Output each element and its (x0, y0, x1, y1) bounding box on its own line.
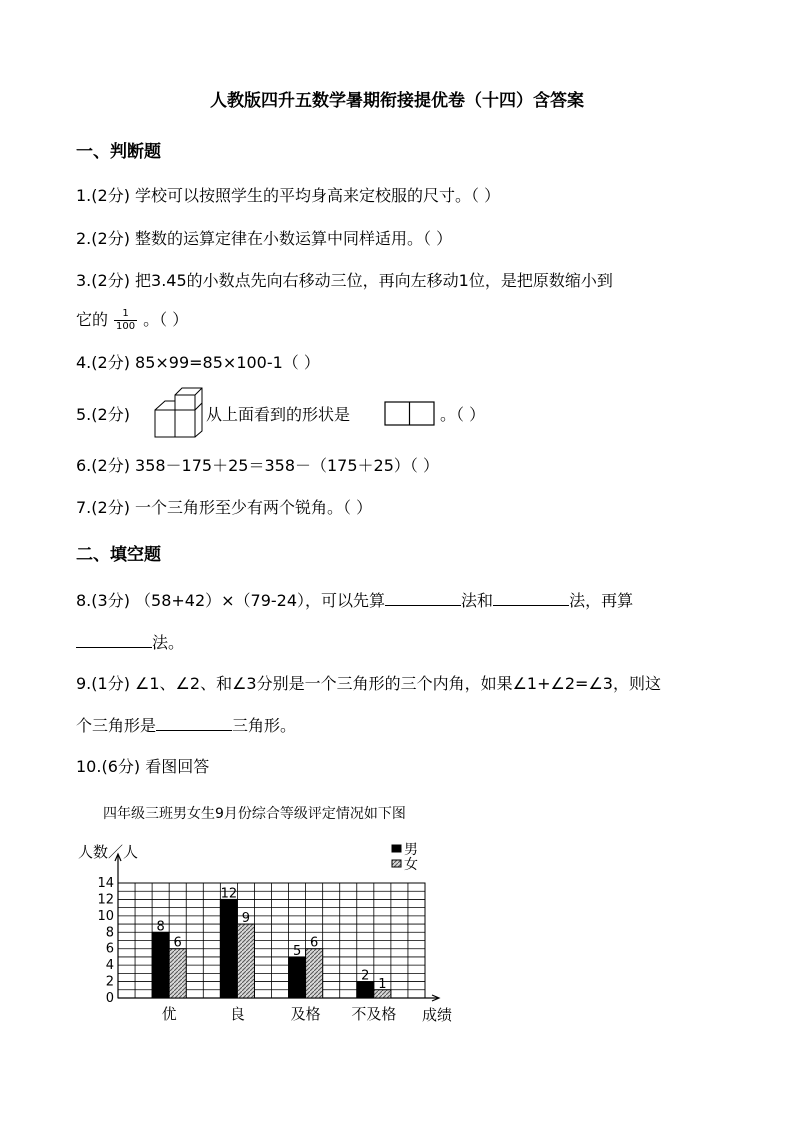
page-title: 人教版四升五数学暑期衔接提优卷（十四）含答案 (210, 91, 584, 111)
y-tick-label: 10 (97, 908, 114, 924)
data-label: 9 (241, 911, 251, 927)
question-3-prefix: 它的 (76, 310, 109, 329)
data-label: 5 (292, 943, 302, 959)
category-label: 良 (229, 1005, 245, 1023)
y-tick-label: 2 (105, 974, 114, 990)
answer-blank[interactable] (385, 589, 461, 606)
y-axis-label: 人数／人 (78, 843, 139, 861)
question-8-line-2 (76, 631, 184, 654)
bar-female (169, 949, 186, 998)
cube-stack-figure (150, 386, 205, 441)
question-10: 10.(6分) 看图回答 (76, 757, 210, 776)
x-axis-label: 成绩 (422, 1006, 453, 1024)
bar-chart (70, 835, 470, 1030)
data-label: 8 (156, 919, 165, 935)
y-tick-label: 0 (105, 991, 114, 1006)
legend-swatch (392, 860, 401, 867)
question-3-line-1: 3.(2分) 把3.45的小数点先向右移动三位，再向左移动1位，是把原数缩小到 (76, 271, 613, 290)
bar-male (220, 899, 237, 998)
question-1: 1.(2分) 学校可以按照学生的平均身高来定校服的尺寸。（ ） (76, 186, 501, 205)
category-label: 不及格 (351, 1005, 397, 1023)
question-9-line-1: 9.(1分) ∠1、∠2、和∠3分别是一个三角形的三个内角，如果∠1+∠2=∠3，则这 (76, 674, 661, 693)
question-9-part-c: 三角形。 (232, 716, 297, 735)
y-tick-label: 14 (97, 876, 114, 891)
bar-female (237, 924, 254, 998)
data-label: 2 (361, 968, 370, 984)
category-label: 优 (161, 1005, 177, 1023)
legend-label: 女 (404, 857, 418, 873)
y-tick-label: 4 (105, 958, 114, 974)
question-8-part-d: 法。 (152, 633, 185, 652)
answer-blank[interactable] (156, 714, 232, 731)
question-8-part-c: 法，再算 (569, 591, 634, 610)
answer-blank[interactable] (76, 631, 152, 648)
category-label: 及格 (290, 1005, 321, 1023)
question-5-suffix: 。（ ） (440, 405, 486, 424)
legend-label: 男 (404, 842, 418, 858)
section-fill-heading: 二、填空题 (76, 545, 161, 565)
y-tick-label: 6 (105, 941, 114, 957)
data-label: 12 (220, 886, 238, 902)
question-8-part-b: 法和 (461, 591, 494, 610)
legend-swatch (392, 845, 401, 852)
bar-male (357, 982, 374, 998)
question-2: 2.(2分) 整数的运算定律在小数运算中同样适用。（ ） (76, 229, 453, 248)
bar-male (289, 957, 306, 998)
fraction-one-hundredth (114, 308, 137, 333)
question-5-prefix: 5.(2分) (76, 405, 130, 424)
y-tick-label: 8 (105, 925, 114, 941)
top-view-figure (384, 401, 436, 427)
section-judgement-heading: 一、判断题 (76, 142, 161, 162)
data-label: 6 (309, 935, 319, 951)
fraction-denominator: 100 (116, 321, 136, 332)
question-9-line-2 (76, 714, 296, 737)
chart-caption: 四年级三班男女生9月份综合等级评定情况如下图 (103, 806, 406, 822)
question-8-line-1 (76, 589, 633, 612)
answer-blank[interactable] (493, 589, 569, 606)
question-3-suffix: 。（ ） (143, 310, 189, 329)
question-6: 6.(2分) 358－175＋25＝358－（175＋25）（ ） (76, 456, 439, 475)
bar-female (306, 949, 323, 998)
bar-male (152, 932, 169, 998)
question-3-line-2 (76, 308, 188, 333)
question-7: 7.(2分) 一个三角形至少有两个锐角。（ ） (76, 498, 373, 517)
fraction-numerator: 1 (114, 308, 137, 321)
question-8-part-a: 8.(3分) （58+42）×（79-24），可以先算 (76, 591, 386, 610)
question-4: 4.(2分) 85×99=85×100-1（ ） (76, 353, 320, 372)
question-9-part-b: 个三角形是 (76, 716, 157, 735)
data-label: 1 (378, 976, 387, 992)
data-label: 6 (173, 935, 182, 951)
y-tick-label: 12 (97, 892, 114, 908)
question-5-middle: 从上面看到的形状是 (206, 405, 351, 424)
